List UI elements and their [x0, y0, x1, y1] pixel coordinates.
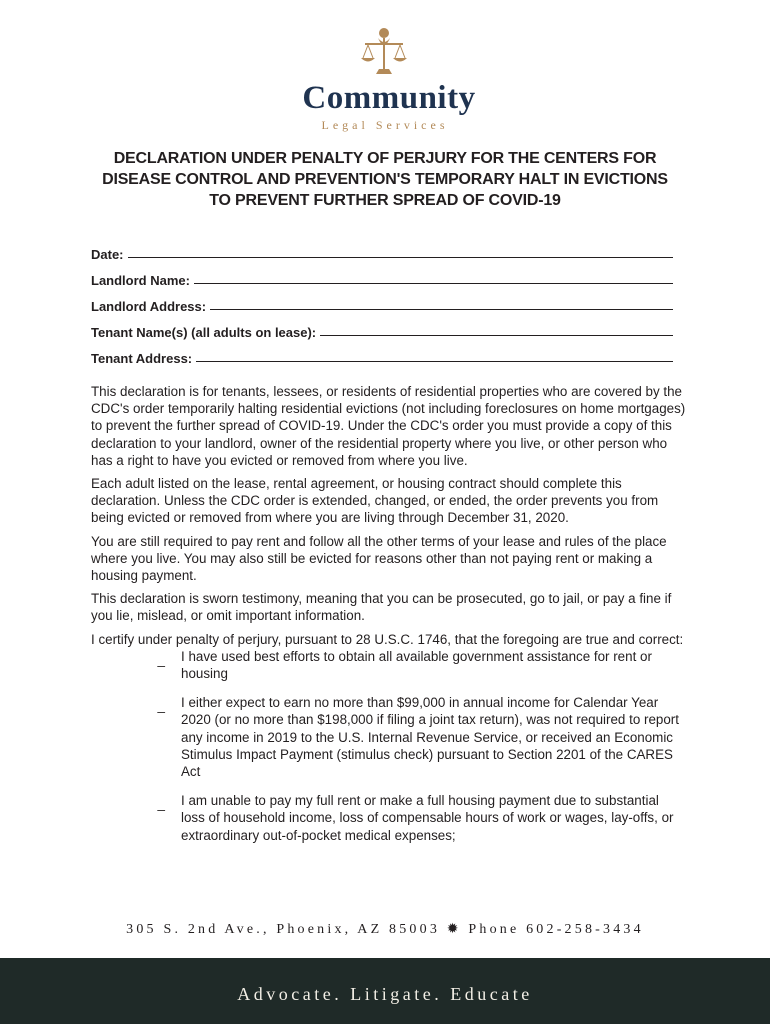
office-address: 305 S. 2nd Ave., Phoenix, AZ 85003 [126, 922, 441, 937]
field-line[interactable] [196, 360, 673, 362]
declaration-body [91, 383, 691, 856]
checklist-text: I am unable to pay my full rent or make a full housing payment due to substantial loss of household income, loss of compensable hours of work or wages, lay-offs, or extraordinary out-of-pocket medical expenses; [181, 793, 674, 843]
document-title [60, 148, 710, 211]
field-label: Date: [91, 247, 124, 262]
footer-contact [0, 921, 770, 938]
organization-name: Community [302, 80, 476, 116]
title-line: TO PREVENT FURTHER SPREAD OF COVID-19 [209, 192, 561, 209]
checkbox-blank[interactable]: _ [157, 698, 165, 714]
title-line: DISEASE CONTROL AND PREVENTION'S TEMPORARY HALT IN EVICTIONS [102, 171, 668, 188]
field-label: Landlord Address: [91, 299, 207, 314]
separator-icon: ✹ [446, 922, 462, 937]
scales-of-justice-icon [356, 24, 412, 80]
checklist-item [91, 648, 691, 682]
form-fields [91, 236, 681, 366]
checkbox-blank[interactable]: _ [157, 796, 165, 812]
landlord-name-field[interactable] [91, 262, 681, 288]
paragraph: This declaration is sworn testimony, meaning that you can be prosecuted, go to jail, or pay a fine if you lie, mislead, or omit important information. [91, 591, 672, 624]
organization-logo [0, 20, 770, 132]
field-label: Landlord Name: [91, 273, 190, 288]
paragraph: This declaration is for tenants, lessees, or residents of residential properties who are covered by the CDC's order temporarily halting residential evictions (not including foreclosures on home mortgages) to prevent the further spread of COVID-19. Under the CDC's order you must provide a copy of this declaration to your landlord, owner of the residential property where you live, or other person who has a right to have you evicted or removed from where you live. [91, 384, 686, 468]
checklist-item [91, 694, 691, 780]
tenant-address-field[interactable] [91, 340, 681, 366]
footer-motto: Advocate. Litigate. Educate [237, 984, 533, 1004]
date-field[interactable] [91, 236, 681, 262]
paragraph: I certify under penalty of perjury, pursuant to 28 U.S.C. 1746, that the foregoing are true and correct: [91, 631, 684, 647]
checklist-text: I have used best efforts to obtain all available government assistance for rent or housing [181, 648, 652, 682]
field-line[interactable] [128, 256, 673, 258]
field-label: Tenant Name(s) (all adults on lease): [91, 325, 317, 340]
checklist-text: I either expect to earn no more than $99,000 in annual income for Calendar Year 2020 (or no more than $198,000 if filing a joint tax return), was not required to report any income in 2019 to the U.S. Internal Revenue Service, or received an Economic Stimulus Impact Payment (stimulus check) pursuant to Section 2201 of the CARES Act [181, 695, 679, 780]
field-line[interactable] [194, 282, 673, 284]
office-phone: Phone 602-258-3434 [468, 922, 644, 937]
title-line: DECLARATION UNDER PENALTY OF PERJURY FOR THE CENTERS FOR [113, 150, 657, 167]
certification-checklist [91, 648, 691, 844]
organization-subtitle: Legal Services [321, 118, 449, 132]
checkbox-blank[interactable]: _ [157, 651, 165, 667]
paragraph: You are still required to pay rent and follow all the other terms of your lease and rules of the place where you live. You may also still be evicted for reasons other than not paying rent or making a housing payment. [91, 533, 667, 584]
field-line[interactable] [320, 334, 673, 336]
checklist-item [91, 792, 691, 844]
landlord-address-field[interactable] [91, 288, 681, 314]
field-line[interactable] [210, 308, 673, 310]
field-label: Tenant Address: [91, 351, 193, 366]
paragraph: Each adult listed on the lease, rental agreement, or housing contract should complete this declaration. Unless the CDC order is extended, changed, or ended, the order prevents you from being evicted or removed from where you are living through December 31, 2020. [91, 476, 659, 526]
tenant-names-field[interactable] [91, 314, 681, 340]
